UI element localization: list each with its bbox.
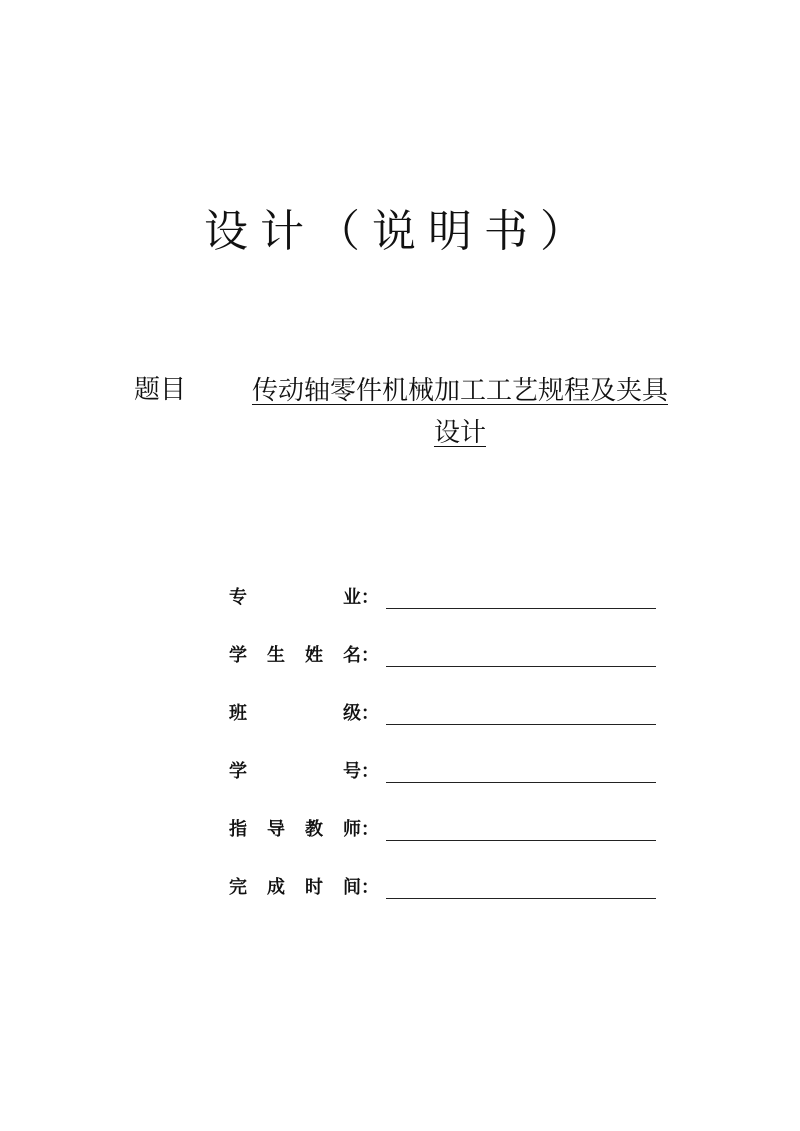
field-advisor-label: 指 导 教 师： bbox=[229, 819, 379, 840]
field-student-id bbox=[229, 749, 659, 789]
field-completion-time-label: 完 成 时 间： bbox=[229, 877, 379, 898]
subject-label: 题目 bbox=[134, 375, 187, 405]
field-class-label: 班 级： bbox=[229, 703, 379, 724]
field-major-line[interactable] bbox=[386, 608, 656, 609]
field-student-id-label: 学 号： bbox=[229, 761, 379, 782]
document-title: 设计（说明书） bbox=[204, 206, 596, 257]
field-student-name-label: 学 生 姓 名： bbox=[229, 645, 379, 666]
field-advisor-line[interactable] bbox=[386, 840, 656, 841]
field-student-id-line[interactable] bbox=[386, 782, 656, 783]
field-student-name bbox=[229, 633, 659, 673]
field-student-name-line[interactable] bbox=[386, 666, 656, 667]
subject-line-2: 设计 bbox=[433, 418, 486, 448]
field-advisor bbox=[229, 807, 659, 847]
subject-value bbox=[222, 370, 698, 454]
field-class-line[interactable] bbox=[386, 724, 656, 725]
field-class bbox=[229, 691, 659, 731]
field-major bbox=[229, 575, 659, 615]
field-completion-time-line[interactable] bbox=[386, 898, 656, 899]
field-major-label: 专 业： bbox=[229, 587, 379, 608]
subject-line-1: 传动轴零件机械加工工艺规程及夹具 bbox=[251, 376, 668, 406]
field-completion-time bbox=[229, 865, 659, 905]
